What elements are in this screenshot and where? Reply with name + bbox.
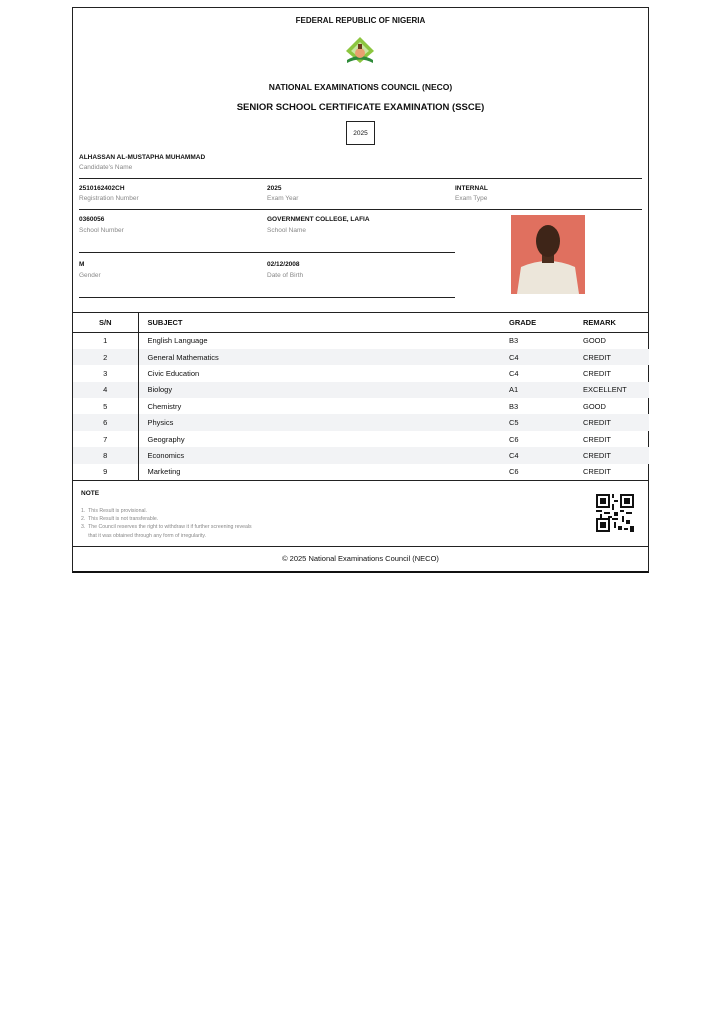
note-title: NOTE bbox=[81, 490, 100, 497]
exam-title: SENIOR SCHOOL CERTIFICATE EXAMINATION (SSCE) bbox=[236, 102, 485, 113]
row-grade: C4 bbox=[509, 352, 519, 362]
table-row bbox=[73, 464, 649, 480]
table-row bbox=[73, 414, 649, 430]
candidate-photo bbox=[511, 215, 585, 294]
exam-year-label: Exam Year bbox=[267, 195, 299, 202]
row-remark: GOOD bbox=[583, 336, 606, 346]
row-subject: General Mathematics bbox=[147, 352, 219, 362]
country-title: FEDERAL REPUBLIC OF NIGERIA bbox=[295, 16, 426, 25]
row-subject: Biology bbox=[147, 385, 173, 395]
row-sn: 1 bbox=[73, 333, 138, 349]
table-row bbox=[73, 398, 649, 414]
row-subject: Economics bbox=[147, 450, 185, 460]
row-remark: CREDIT bbox=[583, 464, 649, 480]
table-row bbox=[73, 365, 649, 381]
row-sn: 6 bbox=[73, 414, 138, 430]
table-row bbox=[73, 447, 649, 463]
row-subject: English Language bbox=[147, 336, 208, 346]
candidate-name-label: Candidate's Name bbox=[79, 164, 133, 171]
school-name-label: School Name bbox=[267, 227, 307, 234]
note-item: 2. This Result is not transferable. bbox=[81, 516, 159, 523]
row-remark: CREDIT bbox=[583, 450, 611, 460]
row-subject: Chemistry bbox=[147, 401, 182, 411]
school-number-label: School Number bbox=[79, 227, 124, 234]
row-grade: C6 bbox=[509, 464, 583, 480]
row-subject: Marketing bbox=[138, 464, 509, 480]
row-grade: A1 bbox=[509, 385, 519, 395]
row-subject: Civic Education bbox=[147, 368, 200, 378]
note-item: that it was obtained through any form of irregularity. bbox=[81, 532, 207, 539]
neco-logo-icon bbox=[343, 36, 377, 66]
council-name: NATIONAL EXAMINATIONS COUNCIL (NECO) bbox=[268, 82, 453, 92]
row-sn: 8 bbox=[73, 447, 138, 463]
table-row bbox=[73, 349, 649, 365]
row-grade: C5 bbox=[509, 418, 519, 428]
registration-number: 2510162402CH bbox=[79, 185, 125, 192]
date-of-birth: 02/12/2008 bbox=[267, 261, 300, 268]
row-grade: B3 bbox=[509, 401, 519, 411]
results-table bbox=[73, 312, 649, 481]
qr-code-icon bbox=[596, 494, 634, 532]
row-grade: C4 bbox=[509, 368, 519, 378]
school-name: GOVERNMENT COLLEGE, LAFIA bbox=[267, 216, 370, 223]
candidate-name: ALHASSAN AL-MUSTAPHA MUHAMMAD bbox=[79, 154, 206, 161]
row-grade: C6 bbox=[509, 434, 519, 444]
note-item: 3. The Council reserves the right to withdraw it if further screening reveals bbox=[81, 524, 252, 531]
table-row bbox=[73, 431, 649, 447]
divider bbox=[79, 209, 642, 210]
divider bbox=[79, 178, 642, 179]
note-item: 1. This Result is provisional. bbox=[81, 508, 147, 514]
table-row bbox=[73, 382, 649, 398]
divider bbox=[79, 252, 455, 253]
year-box: 2025 bbox=[346, 121, 375, 145]
exam-type-label: Exam Type bbox=[455, 195, 488, 202]
row-remark: GOOD bbox=[583, 401, 606, 411]
dob-label: Date of Birth bbox=[267, 272, 304, 279]
gender-label: Gender bbox=[79, 272, 101, 279]
row-remark: CREDIT bbox=[583, 434, 611, 444]
col-sn: S/N bbox=[73, 313, 138, 333]
divider bbox=[79, 297, 455, 298]
footer-copyright: © 2025 National Examinations Council (NECO) bbox=[73, 546, 648, 563]
col-subject: SUBJECT bbox=[138, 313, 509, 333]
row-sn: 2 bbox=[73, 349, 138, 365]
school-number: 0360056 bbox=[79, 216, 105, 223]
row-remark: EXCELLENT bbox=[583, 385, 627, 395]
row-sn: 3 bbox=[73, 365, 138, 381]
row-remark: CREDIT bbox=[583, 368, 611, 378]
table-row bbox=[73, 333, 649, 349]
row-remark: CREDIT bbox=[583, 418, 611, 428]
gender: M bbox=[79, 261, 85, 268]
exam-year: 2025 bbox=[267, 185, 282, 192]
exam-type: INTERNAL bbox=[455, 185, 488, 192]
row-sn: 5 bbox=[73, 398, 138, 414]
row-grade: C4 bbox=[509, 450, 519, 460]
col-remark: REMARK bbox=[583, 313, 649, 333]
row-subject: Physics bbox=[147, 418, 174, 428]
registration-label: Registration Number bbox=[79, 195, 139, 202]
row-sn: 9 bbox=[73, 464, 138, 480]
notes-list bbox=[81, 507, 252, 540]
result-slip bbox=[72, 7, 649, 573]
row-remark: CREDIT bbox=[583, 352, 611, 362]
row-grade: B3 bbox=[509, 336, 519, 346]
row-subject: Geography bbox=[147, 434, 185, 444]
col-grade: GRADE bbox=[509, 313, 583, 333]
row-sn: 4 bbox=[73, 382, 138, 398]
row-sn: 7 bbox=[73, 431, 138, 447]
